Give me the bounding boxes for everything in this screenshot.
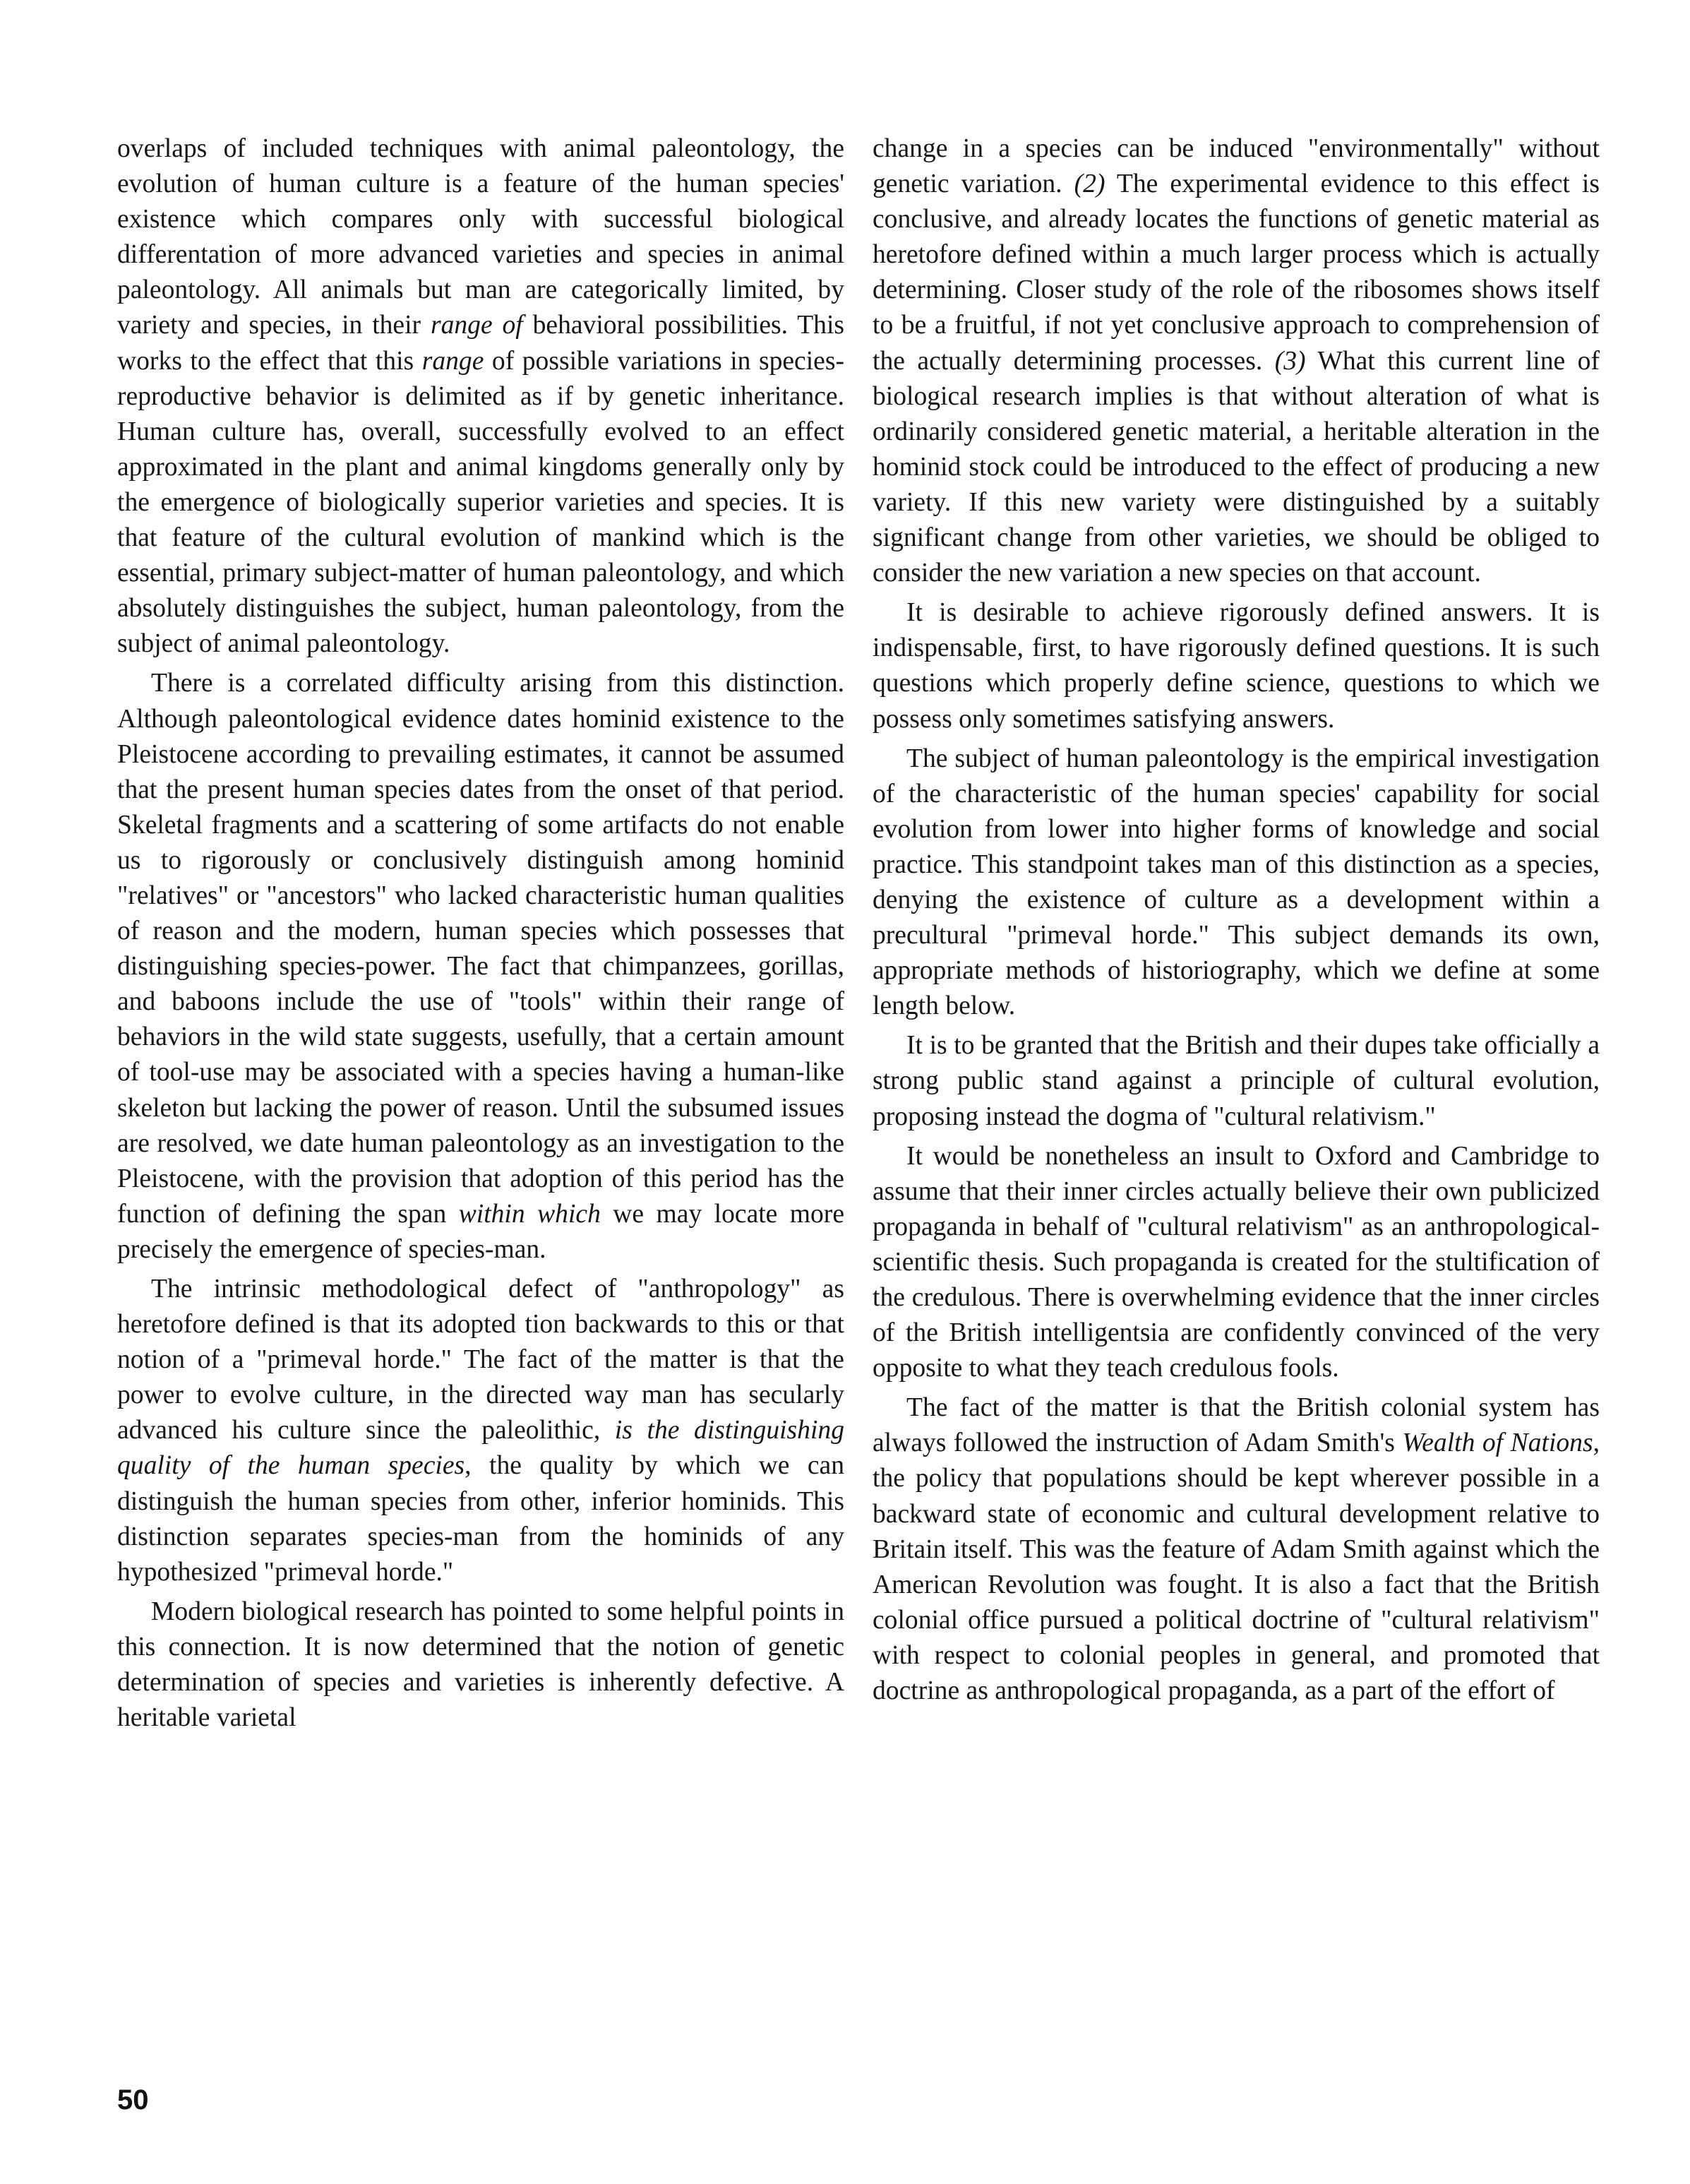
left-text-column xyxy=(117,131,844,1736)
paragraph xyxy=(117,131,844,662)
paragraph xyxy=(873,131,1600,591)
italic-text: (2) xyxy=(1074,169,1105,199)
italic-text: range xyxy=(421,346,484,376)
text-run: we may locate more precisely the emergence of species-man. xyxy=(117,1199,845,1264)
right-text-column xyxy=(873,131,1600,1709)
paragraph xyxy=(873,595,1600,736)
text-run: The intrinsic methodological defect of "anthropology" as heretofore defined is that its adopted tion backwards to this or that notion of a "primeval horde." The fact of the matter is that the power to evolve culture, in the directed way man has secularly advanced his culture since the paleolithic, xyxy=(117,1275,844,1445)
text-run: The experimental evidence to this effect is conclusive, and already locates the functions of genetic material as heretofore defined within a much larger process which is actually determining. Closer study of the role of the ribosomes shows itself to be a fruitful, if not yet conclusive approach to comprehension of the actually determining processes. xyxy=(873,169,1600,376)
italic-text: range of xyxy=(430,311,523,340)
paragraph xyxy=(873,1139,1600,1387)
text-run: What this current line of biological research implies is that without alteration of what is ordinarily considered genetic material, a heritable alteration in the hominid stock could be introduced to the effect of producing a new variety. If this new variety were distinguished by a suitably significant change from other varieties, we should be obliged to consider the new variation a new species on that account. xyxy=(873,346,1600,588)
text-run: The fact of the matter is that the British colonial system has always followed the instruction of Adam Smith's xyxy=(873,1393,1600,1458)
italic-text: (3) xyxy=(1274,346,1306,376)
text-run: It is desirable to achieve rigorously defined answers. It is indispensable, first, to have rigorously defined questions. It is such questions which properly define science, questions to which we possess only sometimes satisfying answers. xyxy=(873,598,1600,734)
paragraph xyxy=(117,1594,844,1736)
text-run: behavioral possibilities. This works to the effect that this xyxy=(117,311,845,376)
paragraph xyxy=(873,1028,1600,1134)
text-run: There is a correlated difficulty arising from this distinction. Although paleontological evidence dates hominid existence to the Pleistocene according to prevailing estimates, it cannot be assumed that the present human species dates from the onset of that period. Skeletal fragments and a scattering of some artifacts do not enable us to rigorously or conclusively distinguish among hominid "relatives" or "ancestors" who lacked characteristic human qualities of reason and the modern, human species which possesses that distinguishing species-power. The fact that chimpanzees, gorillas, and baboons include the use of "tools" within their range of behaviors in the wild state suggests, usefully, that a certain amount of tool-use may be associated with a species having a human-like skeleton but lacking the power of reason. Until the subsumed issues are resolved, we date human paleontology as an investigation to the Pleistocene, with the provision that adoption of this period has the function of defining the span xyxy=(117,669,844,1229)
italic-text: within which xyxy=(458,1199,601,1229)
text-run: of possible variations in species-reproductive behavior is delimited as if by genetic inheritance. Human culture has, overall, successfully evolved to an effect approximated in the plant and animal kingdoms generally only by the emergence of biologically superior varieties and species. It is that feature of the cultural evolution of mankind which is the essential, primary subject-matter of human paleontology, and which absolutely distinguishes the subject, human paleontology, from the subject of animal paleontology. xyxy=(117,346,844,659)
text-run: It is to be granted that the British and their dupes take officially a strong public stand against a principle of cultural evolution, proposing instead the dogma of "cultural relativism." xyxy=(873,1031,1600,1131)
text-run: It would be nonetheless an insult to Oxford and Cambridge to assume that their inner circles actually believe their own publicized propaganda in behalf of "cultural relativism" as an anthropological-scientific thesis. Such propaganda is created for the stultification of the credulous. There is overwhelming evidence that the inner circles of the British intelligentsia are confidently convinced of the very opposite to what they teach credulous fools. xyxy=(873,1141,1600,1383)
italic-text: is the distinguishing quality of the human species xyxy=(117,1416,844,1481)
text-run: , the quality by which we can distinguish the human species from other, inferior hominids. This distinction separates species-man from the hominids of any hypothesized "primeval horde." xyxy=(117,1451,844,1587)
text-run: , the policy that populations should be kept wherever possible in a backward state of economic and cultural development relative to Britain itself. This was the feature of Adam Smith against which the American Revolution was fought. It is also a fact that the British colonial office pursued a political doctrine of "cultural relativism" with respect to colonial peoples in general, and promoted that doctrine as anthropological propaganda, as a part of the effort of xyxy=(873,1428,1600,1706)
text-run: The subject of human paleontology is the empirical investigation of the characteristic of the human species' capability for social evolution from lower into higher forms of knowledge and social practice. This standpoint takes man of this distinction as a species, denying the existence of culture as a development within a precultural "primeval horde." This subject demands its own, appropriate methods of historiography, which we define at some length below. xyxy=(873,744,1600,1021)
text-run: Modern biological research has pointed to some helpful points in this connection. It is now determined that the notion of genetic determination of species and varieties is inherently defective. A heritable varietal xyxy=(117,1597,844,1733)
text-run: overlaps of included techniques with animal paleontology, the evolution of human culture is a feature of the human species' existence which compares only with successful biological differentation of more advanced varieties and species in animal paleontology. All animals but man are categorically limited, by variety and species, in their xyxy=(117,134,844,340)
italic-text: Wealth of Nations xyxy=(1402,1428,1593,1458)
page-number: 50 xyxy=(117,2084,149,2116)
paragraph xyxy=(873,741,1600,1025)
paragraph xyxy=(117,1272,844,1590)
paragraph xyxy=(117,666,844,1267)
paragraph xyxy=(873,1390,1600,1709)
text-run: change in a species can be induced "environmentally" without genetic variation. xyxy=(873,134,1600,199)
